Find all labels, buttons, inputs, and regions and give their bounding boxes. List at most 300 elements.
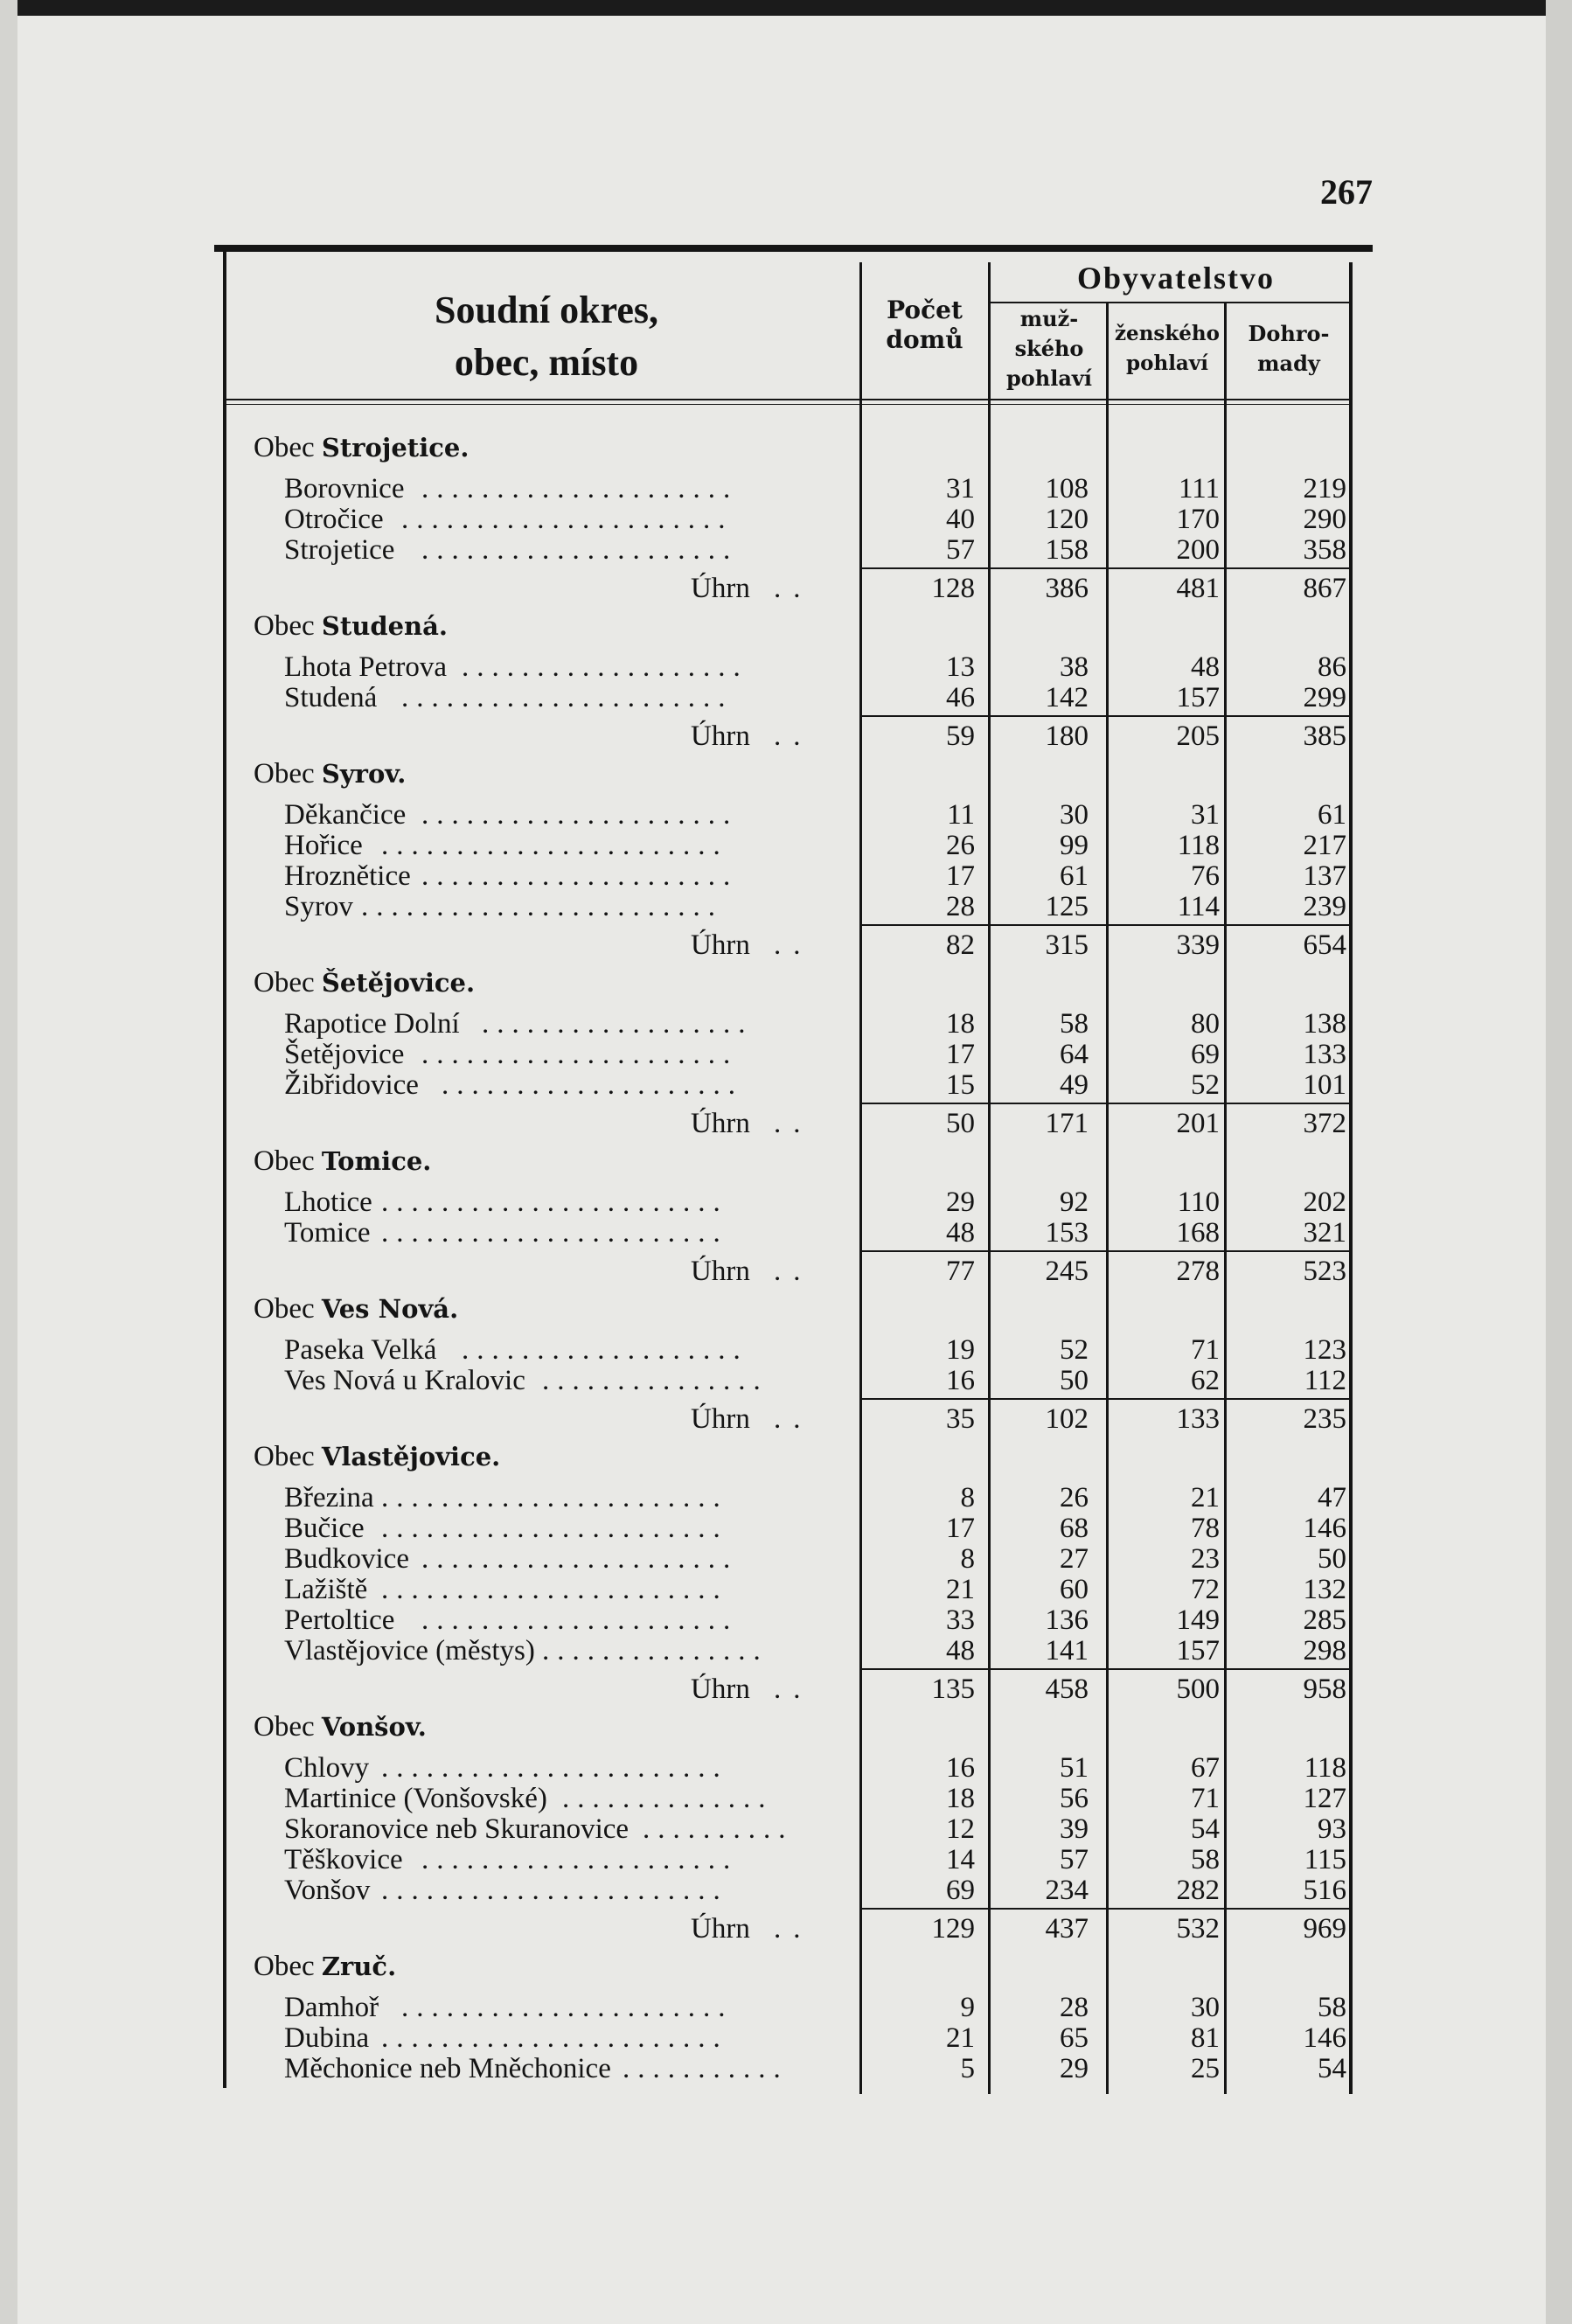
group-header <box>214 1146 1373 1176</box>
place-name: Lhotice <box>284 1186 372 1218</box>
leader-dots: ...................... <box>401 682 734 713</box>
sum-zeny: 481 <box>1176 573 1220 604</box>
place-name: Otročice <box>284 504 384 535</box>
cell-zeny: 282 <box>1176 1875 1220 1906</box>
header-houses-line2: domů <box>886 325 963 354</box>
population-table <box>214 245 1373 2094</box>
cell-muzi: 26 <box>1060 1482 1089 1513</box>
cell-muzi: 158 <box>1045 534 1089 566</box>
sum-dots: .. <box>774 929 813 961</box>
cell-celkem: 137 <box>1303 860 1346 892</box>
table-row <box>214 504 1373 534</box>
group-title: Zruč. <box>321 1952 397 1981</box>
sum-rule <box>861 1668 1351 1670</box>
cell-domu: 40 <box>946 504 975 535</box>
table-row <box>214 1575 1373 1604</box>
group-name <box>254 759 406 789</box>
cell-celkem: 115 <box>1304 1844 1346 1875</box>
header-houses-line1: Počet <box>887 296 963 324</box>
place-name: Budkovice <box>284 1543 409 1575</box>
sum-label: Úhrn <box>691 929 750 961</box>
table-row <box>214 652 1373 682</box>
group-name <box>254 968 475 998</box>
cell-domu: 21 <box>946 2022 975 2054</box>
place-name: Tomice <box>284 1217 371 1249</box>
group-title: Vlastějovice. <box>321 1442 501 1472</box>
group-name <box>254 1712 427 1742</box>
cell-muzi: 141 <box>1045 1635 1089 1666</box>
table-row <box>214 1513 1373 1543</box>
cell-muzi: 64 <box>1060 1039 1089 1070</box>
cell-zeny: 67 <box>1191 1752 1220 1784</box>
cell-domu: 8 <box>960 1482 975 1513</box>
header-female-line1: ženského <box>1115 322 1220 345</box>
sum-label: Úhrn <box>691 1673 750 1705</box>
place-name: Vlastějovice (městys) <box>284 1635 535 1666</box>
cell-celkem: 358 <box>1303 534 1346 566</box>
cell-celkem: 112 <box>1304 1365 1346 1396</box>
sum-domu: 77 <box>946 1256 975 1287</box>
sum-muzi: 102 <box>1045 1403 1089 1435</box>
group-title: Tomice. <box>321 1146 432 1176</box>
group-name <box>254 433 469 463</box>
place-name: Rapotice Dolní <box>284 1008 460 1040</box>
leader-dots: ....................... <box>381 1513 728 1544</box>
header-total <box>1228 319 1349 379</box>
group-title: Strojetice. <box>321 433 470 463</box>
leader-dots: ..................... <box>421 1844 739 1875</box>
group-title: Šetějovice. <box>321 968 476 998</box>
group-prefix: Obec <box>254 1951 322 1982</box>
sum-rule <box>861 1103 1351 1104</box>
leader-dots: ....................... <box>381 830 728 861</box>
sum-celkem: 969 <box>1303 1913 1346 1945</box>
leader-dots: ........... <box>623 2053 789 2084</box>
cell-muzi: 29 <box>1060 2053 1089 2084</box>
cell-domu: 17 <box>946 860 975 892</box>
place-name: Dubina <box>284 2022 370 2054</box>
cell-celkem: 86 <box>1318 651 1346 683</box>
table-row <box>214 1636 1373 1666</box>
cell-zeny: 69 <box>1191 1039 1220 1070</box>
cell-celkem: 290 <box>1303 504 1346 535</box>
place-name: Ves Nová u Kralovic <box>284 1365 525 1396</box>
table-row <box>214 535 1373 565</box>
leader-dots: ...................... <box>401 1992 734 2023</box>
cell-muzi: 61 <box>1060 860 1089 892</box>
cell-muzi: 58 <box>1060 1008 1089 1040</box>
page-number: 267 <box>1320 172 1373 212</box>
sum-domu: 135 <box>931 1673 975 1705</box>
cell-celkem: 47 <box>1318 1482 1346 1513</box>
sum-domu: 35 <box>946 1403 975 1435</box>
page-right-edge <box>1546 0 1572 2324</box>
cell-muzi: 92 <box>1060 1186 1089 1218</box>
cell-celkem: 58 <box>1318 1992 1346 2023</box>
sum-rule <box>861 924 1351 926</box>
cell-zeny: 200 <box>1176 534 1220 566</box>
cell-zeny: 157 <box>1176 1635 1220 1666</box>
cell-muzi: 28 <box>1060 1992 1089 2023</box>
cell-muzi: 30 <box>1060 799 1089 831</box>
group-name <box>254 611 448 641</box>
cell-domu: 28 <box>946 891 975 922</box>
table-row <box>214 1218 1373 1248</box>
cell-celkem: 299 <box>1303 682 1346 713</box>
leader-dots: ....................... <box>381 1217 728 1249</box>
table-row <box>214 1784 1373 1813</box>
cell-celkem: 93 <box>1318 1813 1346 1845</box>
cell-celkem: 132 <box>1303 1574 1346 1605</box>
sum-domu: 59 <box>946 720 975 752</box>
place-name: Těškovice <box>284 1844 403 1875</box>
table-row <box>214 1544 1373 1574</box>
cell-zeny: 48 <box>1191 651 1220 683</box>
cell-muzi: 50 <box>1060 1365 1089 1396</box>
place-name: Březina <box>284 1482 374 1513</box>
cell-domu: 17 <box>946 1513 975 1544</box>
group-title: Syrov. <box>321 759 407 789</box>
table-row <box>214 892 1373 922</box>
group-title: Vonšov. <box>321 1712 427 1742</box>
page-left-edge <box>0 0 17 2324</box>
sum-rule <box>861 1250 1351 1252</box>
group-header <box>214 611 1373 641</box>
table-top-rule <box>214 245 1373 252</box>
cell-domu: 15 <box>946 1069 975 1101</box>
cell-muzi: 52 <box>1060 1334 1089 1366</box>
group-name <box>254 1952 396 1981</box>
sum-celkem: 372 <box>1303 1108 1346 1139</box>
leader-dots: ...................... <box>401 504 734 535</box>
sum-muzi: 315 <box>1045 929 1089 961</box>
place-name: Lažiště <box>284 1574 368 1605</box>
cell-domu: 46 <box>946 682 975 713</box>
cell-muzi: 120 <box>1045 504 1089 535</box>
header-male-line2: ského <box>1014 336 1084 361</box>
cell-domu: 57 <box>946 534 975 566</box>
cell-muzi: 108 <box>1045 473 1089 504</box>
sum-zeny: 339 <box>1176 929 1220 961</box>
leader-dots: ..................... <box>421 860 739 892</box>
place-name: Chlovy <box>284 1752 370 1784</box>
leader-dots: ..................... <box>421 1039 739 1070</box>
header-male <box>992 304 1106 393</box>
group-header <box>214 759 1373 789</box>
group-header <box>214 1712 1373 1742</box>
leader-dots: ............... <box>542 1365 769 1396</box>
sum-domu: 129 <box>931 1913 975 1945</box>
sum-celkem: 867 <box>1303 573 1346 604</box>
table-row <box>214 474 1373 504</box>
cell-domu: 18 <box>946 1783 975 1814</box>
leader-dots: ....................... <box>381 1186 728 1218</box>
cell-celkem: 123 <box>1303 1334 1346 1366</box>
header-male-line1: muž- <box>1019 306 1079 331</box>
cell-celkem: 298 <box>1303 1635 1346 1666</box>
leader-dots: .................. <box>482 1008 754 1040</box>
group-prefix: Obec <box>254 758 322 790</box>
cell-zeny: 170 <box>1176 504 1220 535</box>
cell-muzi: 136 <box>1045 1604 1089 1636</box>
place-name: Strojetice <box>284 534 395 566</box>
sum-zeny: 201 <box>1176 1108 1220 1139</box>
sum-rule <box>861 715 1351 717</box>
place-name: Borovnice <box>284 473 405 504</box>
group-prefix: Obec <box>254 1145 322 1177</box>
table-row <box>214 1009 1373 1039</box>
cell-domu: 16 <box>946 1752 975 1784</box>
place-name: Bučice <box>284 1513 365 1544</box>
leader-dots: ....................... <box>381 1752 728 1784</box>
leader-dots: .............. <box>562 1783 774 1814</box>
leader-dots: ..................... <box>421 1604 739 1636</box>
cell-celkem: 54 <box>1318 2053 1346 2084</box>
cell-zeny: 54 <box>1191 1813 1220 1845</box>
sum-domu: 128 <box>931 573 975 604</box>
place-name: Vonšov <box>284 1875 371 1906</box>
sum-label: Úhrn <box>691 573 750 604</box>
sum-domu: 50 <box>946 1108 975 1139</box>
cell-muzi: 51 <box>1060 1752 1089 1784</box>
cell-zeny: 72 <box>1191 1574 1220 1605</box>
cell-celkem: 146 <box>1303 2022 1346 2054</box>
cell-zeny: 168 <box>1176 1217 1220 1249</box>
leader-dots: ..................... <box>421 1543 739 1575</box>
table-row <box>214 1483 1373 1513</box>
header-bottom-rule-2 <box>225 404 1353 405</box>
group-title: Ves Nová. <box>321 1294 459 1324</box>
cell-domu: 17 <box>946 1039 975 1070</box>
cell-domu: 9 <box>960 1992 975 2023</box>
sum-domu: 82 <box>946 929 975 961</box>
sum-dots: .. <box>774 720 813 752</box>
sum-dots: .. <box>774 1673 813 1705</box>
cell-celkem: 101 <box>1303 1069 1346 1101</box>
sum-row <box>214 930 1373 960</box>
cell-domu: 12 <box>946 1813 975 1845</box>
table-row <box>214 2023 1373 2053</box>
table-row <box>214 1070 1373 1100</box>
header-title-line1: Soudní okres, <box>435 289 658 331</box>
table-row <box>214 861 1373 891</box>
sum-muzi: 171 <box>1045 1108 1089 1139</box>
cell-domu: 16 <box>946 1365 975 1396</box>
cell-domu: 21 <box>946 1574 975 1605</box>
cell-celkem: 133 <box>1303 1039 1346 1070</box>
table-row <box>214 800 1373 830</box>
cell-domu: 31 <box>946 473 975 504</box>
sum-dots: .. <box>774 1403 813 1435</box>
cell-zeny: 31 <box>1191 799 1220 831</box>
table-row <box>214 1335 1373 1365</box>
cell-zeny: 111 <box>1178 473 1220 504</box>
header-total-line1: Dohro- <box>1248 321 1330 346</box>
cell-domu: 48 <box>946 1217 975 1249</box>
sum-muzi: 180 <box>1045 720 1089 752</box>
sum-label: Úhrn <box>691 1913 750 1945</box>
place-name: Šetějovice <box>284 1039 405 1070</box>
place-name: Studená <box>284 682 378 713</box>
place-name: Hořice <box>284 830 363 861</box>
cell-zeny: 110 <box>1177 1186 1220 1218</box>
leader-dots: .................... <box>442 1069 743 1101</box>
table-row <box>214 1040 1373 1069</box>
group-header <box>214 1442 1373 1472</box>
cell-domu: 33 <box>946 1604 975 1636</box>
cell-celkem: 217 <box>1303 830 1346 861</box>
cell-domu: 19 <box>946 1334 975 1366</box>
cell-celkem: 285 <box>1303 1604 1346 1636</box>
cell-muzi: 38 <box>1060 651 1089 683</box>
sum-dots: .. <box>774 1256 813 1287</box>
leader-dots: ....................... <box>381 1482 728 1513</box>
cell-celkem: 219 <box>1303 473 1346 504</box>
place-name: Skoranovice neb Skuranovice <box>284 1813 629 1845</box>
table-row <box>214 831 1373 860</box>
cell-zeny: 81 <box>1191 2022 1220 2054</box>
cell-domu: 8 <box>960 1543 975 1575</box>
cell-domu: 48 <box>946 1635 975 1666</box>
place-name: Syrov <box>284 891 353 922</box>
cell-zeny: 71 <box>1191 1783 1220 1814</box>
cell-muzi: 57 <box>1060 1844 1089 1875</box>
cell-muzi: 68 <box>1060 1513 1089 1544</box>
place-name: Děkančice <box>284 799 407 831</box>
sum-rule <box>861 1908 1351 1910</box>
table-row <box>214 1187 1373 1217</box>
cell-muzi: 27 <box>1060 1543 1089 1575</box>
header-bottom-rule <box>225 399 1353 400</box>
sum-muzi: 386 <box>1045 573 1089 604</box>
cell-celkem: 127 <box>1303 1783 1346 1814</box>
cell-celkem: 202 <box>1303 1186 1346 1218</box>
header-total-line2: mady <box>1257 351 1320 376</box>
cell-domu: 26 <box>946 830 975 861</box>
sum-dots: .. <box>774 1108 813 1139</box>
sum-label: Úhrn <box>691 1403 750 1435</box>
place-name: Pertoltice <box>284 1604 395 1636</box>
sum-row <box>214 1109 1373 1138</box>
group-title: Studená. <box>321 611 449 641</box>
sum-zeny: 278 <box>1176 1256 1220 1287</box>
cell-celkem: 118 <box>1304 1752 1346 1784</box>
place-name: Hroznětice <box>284 860 411 892</box>
header-female <box>1109 319 1225 379</box>
cell-zeny: 21 <box>1191 1482 1220 1513</box>
sum-label: Úhrn <box>691 720 750 752</box>
sum-dots: .. <box>774 1913 813 1945</box>
sum-zeny: 205 <box>1176 720 1220 752</box>
cell-zeny: 80 <box>1191 1008 1220 1040</box>
sum-celkem: 235 <box>1303 1403 1346 1435</box>
table-row <box>214 683 1373 713</box>
sum-celkem: 654 <box>1303 929 1346 961</box>
group-header <box>214 1294 1373 1324</box>
cell-celkem: 516 <box>1303 1875 1346 1906</box>
group-header-rule <box>988 302 1351 303</box>
cell-domu: 11 <box>947 799 975 831</box>
cell-celkem: 239 <box>1303 891 1346 922</box>
cell-zeny: 52 <box>1191 1069 1220 1101</box>
header-title-line2: obec, místo <box>454 341 639 384</box>
leader-dots: ................... <box>462 651 748 683</box>
cell-zeny: 71 <box>1191 1334 1220 1366</box>
cell-celkem: 50 <box>1318 1543 1346 1575</box>
cell-domu: 13 <box>946 651 975 683</box>
group-name <box>254 1294 458 1324</box>
cell-celkem: 146 <box>1303 1513 1346 1544</box>
cell-muzi: 39 <box>1060 1813 1089 1845</box>
sum-rule <box>861 1398 1351 1400</box>
leader-dots: ........................ <box>361 891 723 922</box>
leader-dots: ....................... <box>381 2022 728 2054</box>
sum-celkem: 523 <box>1303 1256 1346 1287</box>
cell-domu: 5 <box>960 2053 975 2084</box>
header-male-line3: pohlaví <box>1006 365 1092 391</box>
header-title <box>232 284 861 389</box>
sum-celkem: 385 <box>1303 720 1346 752</box>
cell-zeny: 118 <box>1177 830 1220 861</box>
cell-domu: 29 <box>946 1186 975 1218</box>
group-prefix: Obec <box>254 432 322 463</box>
sum-rule <box>861 567 1351 569</box>
cell-zeny: 58 <box>1191 1844 1220 1875</box>
leader-dots: ....................... <box>381 1875 728 1906</box>
group-prefix: Obec <box>254 1293 322 1325</box>
leader-dots: .......... <box>643 1813 794 1845</box>
cell-zeny: 114 <box>1177 891 1220 922</box>
cell-zeny: 62 <box>1191 1365 1220 1396</box>
sum-row <box>214 721 1373 751</box>
sum-muzi: 245 <box>1045 1256 1089 1287</box>
sum-dots: .. <box>774 573 813 604</box>
cell-domu: 69 <box>946 1875 975 1906</box>
cell-zeny: 25 <box>1191 2053 1220 2084</box>
cell-muzi: 99 <box>1060 830 1089 861</box>
cell-muzi: 65 <box>1060 2022 1089 2054</box>
sum-label: Úhrn <box>691 1256 750 1287</box>
place-name: Martinice (Vonšovské) <box>284 1783 547 1814</box>
sum-row <box>214 1674 1373 1704</box>
leader-dots: ....................... <box>381 1574 728 1605</box>
sum-zeny: 532 <box>1176 1913 1220 1945</box>
cell-muzi: 125 <box>1045 891 1089 922</box>
cell-celkem: 138 <box>1303 1008 1346 1040</box>
header-population-group: Obyvatelstvo <box>1077 261 1275 296</box>
cell-zeny: 78 <box>1191 1513 1220 1544</box>
cell-muzi: 56 <box>1060 1783 1089 1814</box>
sum-zeny: 500 <box>1176 1673 1220 1705</box>
group-prefix: Obec <box>254 1711 322 1743</box>
group-name <box>254 1442 500 1472</box>
place-name: Damhoř <box>284 1992 379 2023</box>
cell-muzi: 153 <box>1045 1217 1089 1249</box>
cell-zeny: 149 <box>1176 1604 1220 1636</box>
sum-row <box>214 1256 1373 1286</box>
sum-muzi: 437 <box>1045 1913 1089 1945</box>
table-row <box>214 1814 1373 1844</box>
cell-zeny: 157 <box>1176 682 1220 713</box>
leader-dots: ............... <box>542 1635 769 1666</box>
cell-muzi: 60 <box>1060 1574 1089 1605</box>
group-header <box>214 968 1373 998</box>
cell-celkem: 321 <box>1303 1217 1346 1249</box>
leader-dots: ..................... <box>421 473 739 504</box>
cell-domu: 14 <box>946 1844 975 1875</box>
leader-dots: ................... <box>462 1334 748 1366</box>
table-row <box>214 1875 1373 1905</box>
